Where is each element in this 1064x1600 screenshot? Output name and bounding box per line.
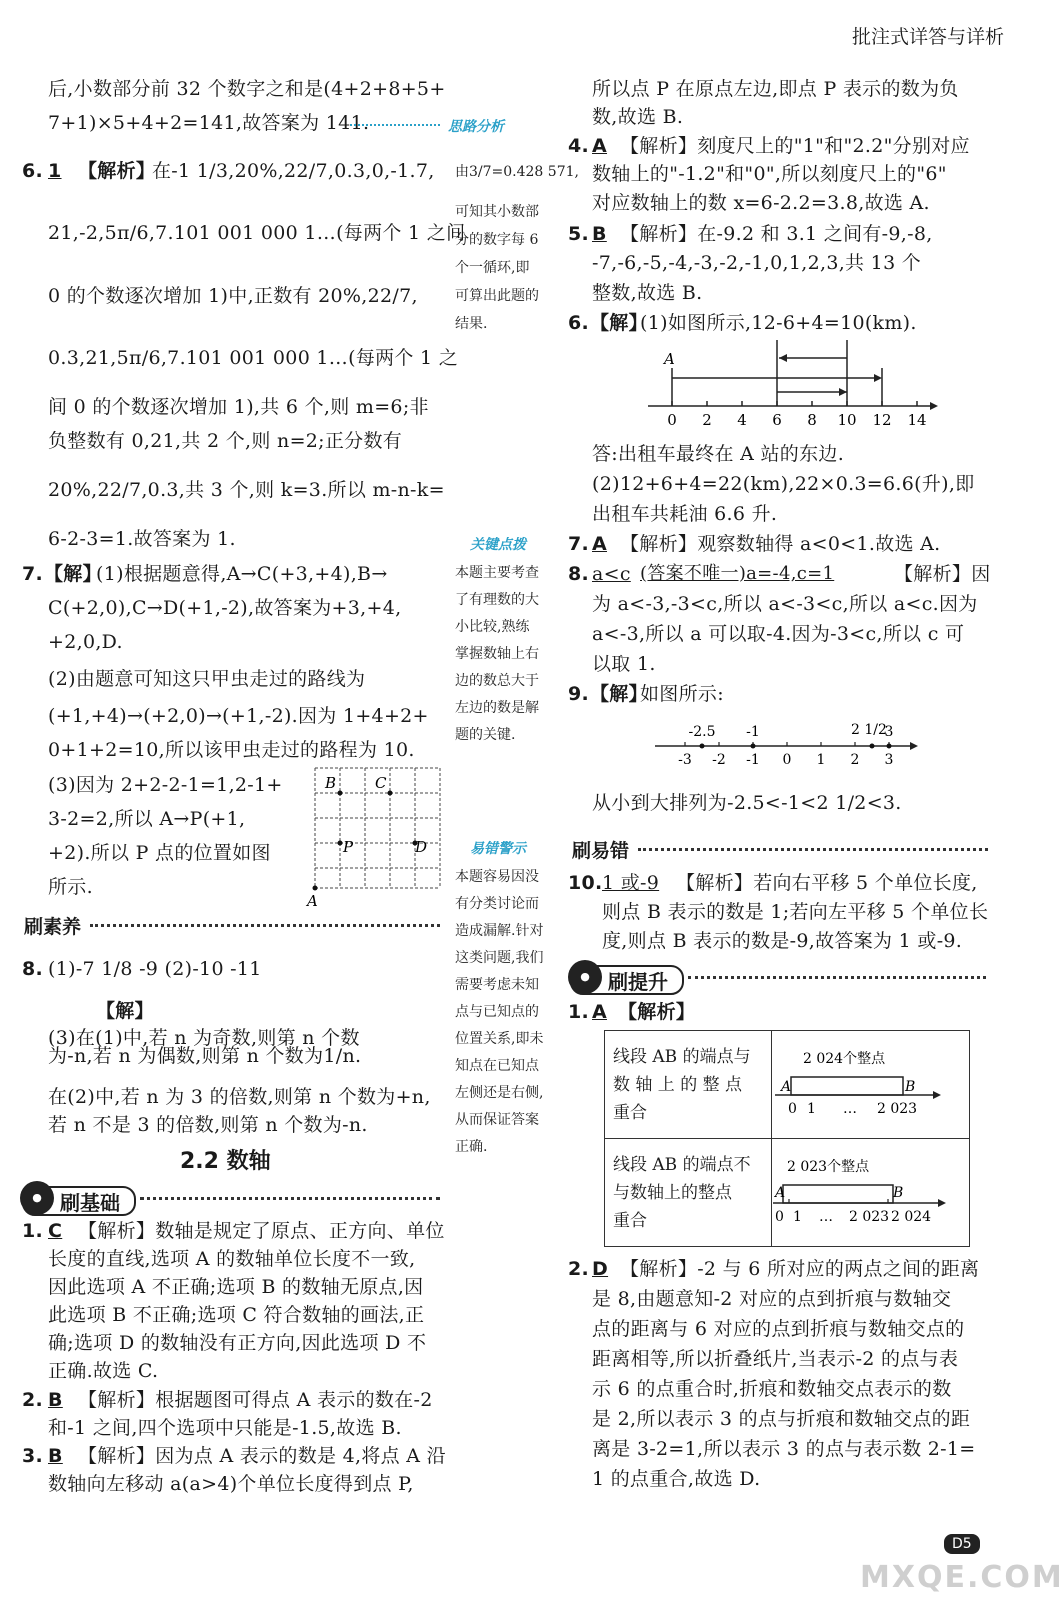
r-q8-number: 8. — [568, 563, 590, 585]
q1-line-5: 确;选项 D 的数轴没有正方向,因此选项 D 不 — [48, 1332, 427, 1354]
table-row — [605, 1031, 970, 1139]
table-cell-figure — [772, 1139, 970, 1247]
table-row2-tick-2023: 2 023 — [849, 1208, 890, 1225]
r-q9-tick-7: 3 — [884, 752, 894, 768]
r-q9-tick-5: 1 — [816, 752, 826, 768]
q1-line-2: 长度的直线,选项 A 的数轴单位长度不一致, — [48, 1248, 416, 1270]
q3-number: 3. — [22, 1445, 44, 1467]
table-row2-tick-2024: 2 024 — [891, 1208, 932, 1225]
banner-badge-icon-2: ● — [568, 960, 602, 994]
r-q9-line-2: 从小到大排列为-2.5<-1<2 1/2<3. — [592, 792, 902, 814]
intro-line-1: 后,小数部分前 32 个数字之和是(4+2+8+5+ — [48, 78, 446, 100]
table-row1-text-3: 重合 — [613, 1102, 647, 1123]
banner-badge-icon: ● — [20, 1181, 54, 1215]
r-q6-tick-8: 8 — [807, 411, 817, 429]
table-row1-text-1: 线段 AB 的端点与 — [613, 1046, 751, 1067]
note-1-line-2: 可知其小数部 — [455, 204, 539, 220]
r-q6-tick-12: 12 — [872, 411, 892, 429]
r-q6-tick-4: 4 — [737, 411, 747, 429]
r-p2-line-5: 示 6 的点重合时,折痕和数轴交点表示的数 — [592, 1378, 952, 1400]
q8-line-4: 在(2)中,若 n 为 3 的倍数,则第 n 个数为+n, — [48, 1086, 431, 1108]
q1-number: 1. — [22, 1220, 44, 1242]
note-3-line-8: 知点在已知点 — [455, 1058, 539, 1074]
note-3-line-4: 这类问题,我们 — [455, 950, 544, 966]
r-q6-number: 6. — [568, 312, 590, 334]
jichu-banner — [22, 1184, 442, 1214]
q7-line-6: 0+1+2=10,所以该甲虫走过的路程为 10. — [48, 739, 415, 761]
q7-number: 7. — [22, 563, 44, 585]
q6-line-3: 0 的个数逐次增加 1)中,正数有 20%,22/7, — [48, 285, 418, 307]
r-q8-line-3: a<-3,所以 a 可以取-4.因为-3<c,所以 c 可 — [592, 623, 965, 645]
r-p2-line-1: 【解析】-2 与 6 所对应的两点之间的距离 — [620, 1258, 980, 1280]
q1-line-1: 【解析】数轴是规定了原点、正方向、单位 — [78, 1220, 445, 1242]
r-q9-tick-2: -2 — [712, 752, 726, 768]
note-3-line-9: 左侧还是右侧, — [455, 1085, 544, 1101]
note-3-line-6: 点与已知点的 — [455, 1004, 539, 1020]
table-cell-figure — [772, 1031, 970, 1139]
r-q5-line-1: 【解析】在-9.2 和 3.1 之间有-9,-8, — [620, 223, 933, 245]
note-2-line-3: 小比较,熟练 — [455, 619, 530, 635]
table-row2-ellipsis: … — [819, 1208, 833, 1225]
note-1-line-5: 可算出此题的 — [455, 288, 539, 304]
r-q9-top-label-3: 2 1/2 — [851, 722, 887, 738]
table-row2-text-1: 线段 AB 的端点不 — [613, 1154, 751, 1175]
r-q9-number: 9. — [568, 683, 590, 705]
table-row1-label-b: B — [905, 1078, 916, 1095]
note-1-line-6: 结果. — [455, 316, 488, 332]
q2-line-2: 和-1 之间,四个选项中只能是-1.5,故选 B. — [48, 1417, 402, 1439]
q6-line-7: 20%,22/7,0.3,共 3 个,则 k=3.所以 m-n-k= — [48, 479, 445, 501]
table-row2-count: 2 023个整点 — [787, 1158, 870, 1175]
r-q9-line-1: 如图所示: — [640, 683, 724, 705]
q7-line-2: C(+2,0),C→D(+1,-2),故答案为+3,+4, — [48, 597, 402, 619]
r-p2-line-2: 是 8,由题意知-2 对应的点到折痕与数轴交 — [592, 1288, 952, 1310]
note-2-line-1: 本题主要考查 — [455, 565, 539, 581]
table-row2-tick-1: 1 — [793, 1208, 802, 1225]
table-row2-text-2: 与数轴上的整点 — [613, 1182, 732, 1203]
r-q6-tick-10: 10 — [837, 411, 857, 429]
table-row2-label-a: A — [775, 1184, 786, 1201]
r-p2-line-6: 是 2,所以表示 3 的点与折痕和数轴交点的距 — [592, 1408, 971, 1430]
grid-label-c: C — [375, 774, 387, 792]
r-q6-line-4: 出租车共耗油 6.6 升. — [592, 503, 778, 525]
note-3-line-10: 从而保证答案 — [455, 1112, 539, 1128]
q8-line-5: 若 n 不是 3 的倍数,则第 n 个数为-n. — [48, 1114, 368, 1136]
r-q10-answer: 1 或-9 — [602, 872, 660, 894]
note-1-line-3: 分的数字每 6 — [455, 232, 539, 248]
q6-number: 6. — [22, 160, 44, 182]
note-3-line-1: 本题容易因没 — [455, 869, 539, 885]
q7-solution-tag: 【解】 — [44, 563, 102, 585]
note-3-line-3: 造成漏解.针对 — [455, 923, 544, 939]
note-3-line-5: 需要考虑未知 — [455, 977, 539, 993]
q7-line-9: +2).所以 P 点的位置如图 — [48, 842, 271, 864]
note-3-line-2: 有分类讨论而 — [455, 896, 539, 912]
r-p1-tag: 【解析】 — [618, 1001, 696, 1023]
q6-line-4: 0.3,21,5π/6,7.101 001 000 1…(每两个 1 之 — [48, 347, 459, 369]
sushuyang-dots — [90, 924, 440, 927]
sushuyang-heading: 刷素养 — [24, 916, 82, 938]
table-row — [605, 1139, 970, 1247]
note-1 — [455, 158, 579, 338]
r-q10-line-3: 度,则点 B 表示的数是-9,故答案为 1 或-9. — [602, 930, 963, 952]
grid-label-b: B — [325, 774, 337, 792]
note-tag-guanjian: 关键点拨 — [470, 537, 526, 553]
q8-line-2: (3)在(1)中,若 n 为奇数,则第 n 个数 — [48, 1027, 360, 1049]
q7-line-7: (3)因为 2+2-2-1=1,2-1+ — [48, 774, 283, 796]
r-q9-tick-3: -1 — [746, 752, 760, 768]
note-2 — [455, 560, 575, 749]
r-p2-line-3: 点的距离与 6 对应的点到折痕与数轴交点的 — [592, 1318, 965, 1340]
note-2-line-6: 左边的数是解 — [455, 700, 539, 716]
r-q6-tick-14: 14 — [907, 411, 927, 429]
q6-analysis-tag: 【解析】 — [78, 160, 156, 182]
q2-number: 2. — [22, 1389, 44, 1411]
r-q9-tick-1: -3 — [678, 752, 692, 768]
note-tag-yicuo: 易错警示 — [470, 841, 526, 857]
r-q6-tick-2: 2 — [702, 411, 712, 429]
q6-line-1: 在-1 1/3,20%,22/7,0.3,0,-1.7, — [152, 160, 435, 182]
q1-line-4: 此选项 B 不正确;选项 C 符合数轴的画法,正 — [48, 1304, 425, 1326]
q7-line-4: (2)由题意可知这只甲虫走过的路线为 — [48, 668, 366, 690]
r-q4-answer: A — [592, 135, 608, 157]
note-1-line-1: 由3/7=0.428 571, — [455, 164, 579, 180]
r-q6-tick-0: 0 — [667, 411, 677, 429]
r-q9-top-label-4: 3 — [884, 724, 894, 740]
r-q5-number: 5. — [568, 223, 590, 245]
intro-line-2: 7+1)×5+4+2=141,故答案为 141. — [48, 112, 370, 134]
r-q9-solution-tag: 【解】 — [590, 683, 648, 705]
q2-answer: B — [48, 1389, 63, 1411]
jichu-heading: 刷基础 — [60, 1191, 120, 1215]
q7-line-3: +2,0,D. — [48, 631, 123, 653]
r-p1-table — [604, 1030, 970, 1247]
r-q9-number-line — [655, 716, 920, 774]
r-cont-line-1: 所以点 P 在原点左边,即点 P 表示的数为负 — [592, 78, 959, 100]
r-q7-number: 7. — [568, 533, 590, 555]
grid-label-d: D — [415, 838, 428, 856]
note-1-line-4: 个一循环,即 — [455, 260, 530, 276]
q7-line-8: 3-2=2,所以 A→P(+1, — [48, 808, 246, 830]
r-p2-number: 2. — [568, 1258, 590, 1280]
r-q7-line: 【解析】观察数轴得 a<0<1.故选 A. — [620, 533, 941, 555]
note-tag-siluFenxi: 思路分析 — [448, 119, 504, 135]
r-q4-line-2: 数轴上的"-1.2"和"0",所以刻度尺上的"6" — [592, 163, 947, 185]
yicuo-dots — [638, 848, 988, 851]
q8-number: 8. — [22, 958, 44, 980]
q1-line-6: 正确.故选 C. — [48, 1360, 159, 1382]
grid-label-p: P — [343, 838, 354, 856]
q1-line-3: 因此选项 A 不正确;选项 B 的数轴无原点,因 — [48, 1276, 424, 1298]
note-2-line-7: 题的关键. — [455, 727, 516, 743]
table-cell-text — [605, 1031, 772, 1139]
r-q6-line-2: 答:出租车最终在 A 站的东边. — [592, 443, 845, 465]
r-p2-line-4: 距离相等,所以折叠纸片,当表示-2 的点与表 — [592, 1348, 959, 1370]
q7-line-1: (1)根据题意得,A→C(+3,+4),B→ — [96, 563, 388, 585]
q6-line-8: 6-2-3=1.故答案为 1. — [48, 528, 236, 550]
r-q7-answer: A — [592, 533, 608, 555]
r-q4-line-1: 【解析】刻度尺上的"1"和"2.2"分别对应 — [620, 135, 970, 157]
page-number: D5 — [944, 1534, 980, 1554]
tisheng-banner — [570, 963, 990, 993]
q3-answer: B — [48, 1445, 63, 1467]
r-q6-line-3: (2)12+6+4=22(km),22×0.3=6.6(升),即 — [592, 473, 975, 495]
r-p2-answer: D — [592, 1258, 609, 1280]
yicuo-heading: 刷易错 — [572, 840, 630, 862]
q6-line-2: 21,-2,5π/6,7.101 001 000 1…(每两个 1 之间 — [48, 222, 466, 244]
section-2-2-title: 2.2 数轴 — [180, 1149, 271, 1174]
r-p2-line-8: 1 的点重合,故选 D. — [592, 1468, 761, 1490]
note-3-line-7: 位置关系,即未 — [455, 1031, 544, 1047]
r-q5-line-2: -7,-6,-5,-4,-3,-2,-1,0,1,2,3,共 13 个 — [592, 252, 922, 274]
dotted-leader — [350, 124, 440, 126]
r-q10-number: 10. — [568, 872, 603, 894]
table-row1-label-a: A — [781, 1078, 792, 1095]
q3-line-1: 【解析】因为点 A 表示的数是 4,将点 A 沿 — [78, 1445, 446, 1467]
q7-line-5: (+1,+4)→(+2,0)→(+1,-2).因为 1+4+2+ — [48, 705, 429, 727]
note-3 — [455, 864, 575, 1161]
q8-line-3: 为-n,若 n 为偶数,则第 n 个数为1/n. — [48, 1045, 362, 1067]
table-cell-text — [605, 1139, 772, 1247]
table-row1-figure — [773, 1035, 968, 1135]
q3-line-2: 数轴向左移动 a(a>4)个单位长度得到点 P, — [48, 1473, 414, 1495]
r-cont-line-2: 数,故选 B. — [592, 106, 684, 128]
r-q6-label-a: A — [664, 350, 675, 368]
q8-solution-tag: 【解】 — [96, 1000, 154, 1022]
note-2-line-4: 掌握数轴上右 — [455, 646, 539, 662]
grid-label-a: A — [307, 892, 318, 910]
r-q6-tick-6: 6 — [772, 411, 782, 429]
q1-answer: C — [48, 1220, 63, 1242]
r-q5-answer: B — [592, 223, 607, 245]
r-p1-answer: A — [592, 1001, 608, 1023]
r-q4-line-3: 对应数轴上的数 x=6-2.2=3.8,故选 A. — [592, 192, 930, 214]
table-row2-figure — [773, 1143, 968, 1243]
r-q4-number: 4. — [568, 135, 590, 157]
table-row2-tick-0: 0 — [775, 1208, 784, 1225]
q2-line-1: 【解析】根据题图可得点 A 表示的数在-2 — [78, 1389, 433, 1411]
q7-line-10: 所示. — [48, 876, 93, 898]
note-2-line-2: 了有理数的大 — [455, 592, 539, 608]
table-row1-tick-1: 1 — [807, 1100, 816, 1117]
r-q8-line-4: 以取 1. — [592, 653, 656, 675]
table-row1-count: 2 024个整点 — [803, 1050, 886, 1067]
r-q6-solution-tag: 【解】 — [590, 312, 648, 334]
table-row2-label-b: B — [893, 1184, 904, 1201]
r-q9-tick-4: 0 — [782, 752, 792, 768]
table-row2-text-3: 重合 — [613, 1210, 647, 1231]
table-row1-tick-0: 0 — [788, 1100, 797, 1117]
r-q9-top-label-1: -2.5 — [688, 724, 716, 740]
note-3-line-11: 正确. — [455, 1139, 488, 1155]
tisheng-heading: 刷提升 — [608, 970, 668, 994]
r-p1-number: 1. — [568, 1001, 590, 1023]
r-p2-line-7: 离是 3-2=1,所以表示 3 的点与表示数 2-1= — [592, 1438, 976, 1460]
r-q9-top-label-2: -1 — [746, 724, 760, 740]
r-q8-answer: a<c — [592, 563, 631, 585]
watermark: MXQE.COM — [860, 1560, 1064, 1595]
q6-line-6: 负整数有 0,21,共 2 个,则 n=2;正分数有 — [48, 430, 403, 452]
r-q9-tick-6: 2 — [850, 752, 860, 768]
q6-answer: 1 — [48, 160, 62, 182]
r-q8-answer-2: (答案不唯一)a=-4,c=1 — [640, 563, 835, 584]
r-q10-line-1: 【解析】若向右平移 5 个单位长度, — [676, 872, 978, 894]
q8-line-1: (1)-7 1/8 -9 (2)-10 -11 — [48, 958, 262, 980]
r-q6-number-line — [648, 338, 938, 430]
q7-grid-figure — [305, 760, 445, 910]
r-q10-line-2: 则点 B 表示的数是 1;若向左平移 5 个单位长 — [602, 901, 989, 923]
q6-line-5: 间 0 的个数逐次增加 1),共 6 个,则 m=6;非 — [48, 396, 429, 418]
r-q5-line-3: 整数,故选 B. — [592, 282, 703, 304]
r-q8-line-2: 为 a<-3,-3<c,所以 a<-3<c,所以 a<c.因为 — [592, 593, 978, 615]
table-row1-tick-2023: 2 023 — [877, 1100, 918, 1117]
page-header-title: 批注式详答与详析 — [851, 26, 1004, 48]
table-row1-text-2: 数 轴 上 的 整 点 — [613, 1074, 743, 1095]
r-q8-line-1: 【解析】因 — [894, 563, 991, 585]
table-row1-ellipsis: … — [843, 1100, 857, 1117]
r-q6-line-1: (1)如图所示,12-6+4=10(km). — [640, 312, 917, 334]
note-2-line-5: 边的数总大于 — [455, 673, 539, 689]
